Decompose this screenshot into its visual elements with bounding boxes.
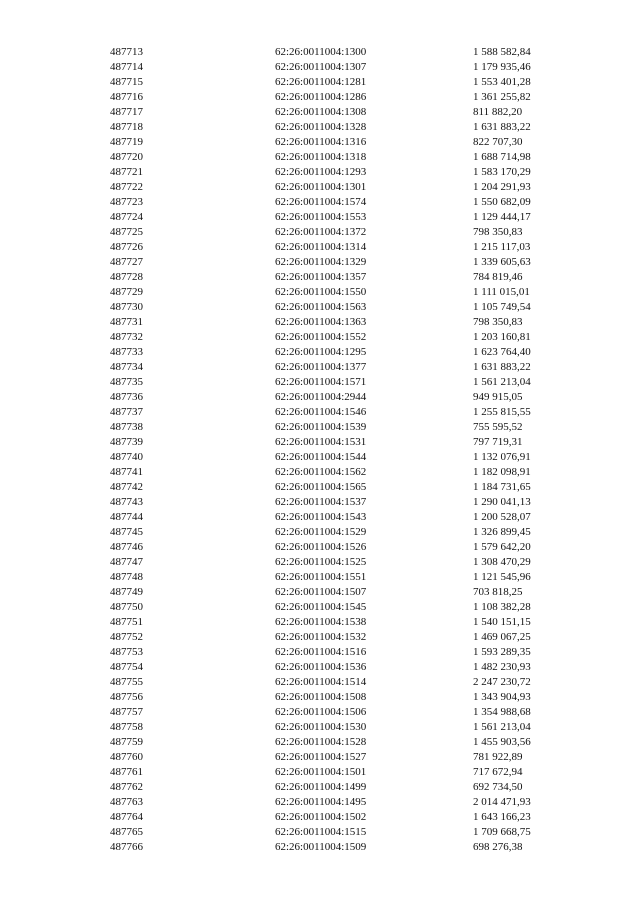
cadastral-value-cell: 1 200 528,07 — [473, 511, 531, 523]
record-number-cell: 487723 — [110, 196, 143, 208]
cadastral-number-cell: 62:26:0011004:1502 — [275, 811, 367, 823]
cadastral-value-cell: 1 361 255,82 — [473, 91, 531, 103]
table-row — [110, 150, 580, 165]
table-row — [110, 720, 580, 735]
cadastral-value-cell: 822 707,30 — [473, 136, 523, 148]
cadastral-value-cell: 1 631 883,22 — [473, 121, 531, 133]
table-row — [110, 450, 580, 465]
record-number-cell: 487740 — [110, 451, 143, 463]
cadastral-number-cell: 62:26:0011004:1514 — [275, 676, 367, 688]
record-number-cell: 487738 — [110, 421, 143, 433]
cadastral-value-cell: 1 579 642,20 — [473, 541, 531, 553]
record-number-cell: 487718 — [110, 121, 143, 133]
cadastral-value-cell: 1 339 605,63 — [473, 256, 531, 268]
record-number-cell: 487726 — [110, 241, 143, 253]
cadastral-value-cell: 1 203 160,81 — [473, 331, 531, 343]
cadastral-value-cell: 784 819,46 — [473, 271, 523, 283]
table-row — [110, 615, 580, 630]
record-number-cell: 487729 — [110, 286, 143, 298]
cadastral-number-cell: 62:26:0011004:1507 — [275, 586, 367, 598]
record-number-cell: 487762 — [110, 781, 143, 793]
record-number-cell: 487756 — [110, 691, 143, 703]
table-row — [110, 750, 580, 765]
cadastral-number-cell: 62:26:0011004:1571 — [275, 376, 367, 388]
record-number-cell: 487753 — [110, 646, 143, 658]
cadastral-value-cell: 1 105 749,54 — [473, 301, 531, 313]
cadastral-number-cell: 62:26:0011004:1508 — [275, 691, 367, 703]
cadastral-number-cell: 62:26:0011004:1515 — [275, 826, 367, 838]
cadastral-value-cell: 1 709 668,75 — [473, 826, 531, 838]
table-row — [110, 135, 580, 150]
table-row — [110, 405, 580, 420]
record-number-cell: 487731 — [110, 316, 143, 328]
record-number-cell: 487713 — [110, 46, 143, 58]
cadastral-number-cell: 62:26:0011004:1495 — [275, 796, 367, 808]
cadastral-value-cell: 1 204 291,93 — [473, 181, 531, 193]
table-row — [110, 510, 580, 525]
cadastral-number-cell: 62:26:0011004:1377 — [275, 361, 367, 373]
cadastral-value-cell: 2 247 230,72 — [473, 676, 531, 688]
table-row — [110, 390, 580, 405]
table-row — [110, 645, 580, 660]
table-row — [110, 795, 580, 810]
table-row — [110, 540, 580, 555]
record-number-cell: 487765 — [110, 826, 143, 838]
record-number-cell: 487717 — [110, 106, 143, 118]
cadastral-number-cell: 62:26:0011004:1357 — [275, 271, 367, 283]
cadastral-number-cell: 62:26:0011004:1499 — [275, 781, 367, 793]
record-number-cell: 487732 — [110, 331, 143, 343]
table-row — [110, 525, 580, 540]
table-row — [110, 165, 580, 180]
cadastral-value-cell: 1 255 815,55 — [473, 406, 531, 418]
cadastral-value-cell: 1 550 682,09 — [473, 196, 531, 208]
table-row — [110, 345, 580, 360]
record-number-cell: 487747 — [110, 556, 143, 568]
record-number-cell: 487730 — [110, 301, 143, 313]
cadastral-value-cell: 1 132 076,91 — [473, 451, 531, 463]
table-row — [110, 255, 580, 270]
cadastral-value-cell: 1 623 764,40 — [473, 346, 531, 358]
table-row — [110, 630, 580, 645]
cadastral-number-cell: 62:26:0011004:1526 — [275, 541, 367, 553]
cadastral-value-cell: 1 482 230,93 — [473, 661, 531, 673]
cadastral-number-cell: 62:26:0011004:1293 — [275, 166, 367, 178]
cadastral-value-cell: 698 276,38 — [473, 841, 523, 853]
cadastral-value-cell: 1 121 545,96 — [473, 571, 531, 583]
cadastral-number-cell: 62:26:0011004:1372 — [275, 226, 367, 238]
cadastral-number-cell: 62:26:0011004:1286 — [275, 91, 367, 103]
cadastral-value-cell: 1 290 041,13 — [473, 496, 531, 508]
record-number-cell: 487736 — [110, 391, 143, 403]
cadastral-value-cell: 798 350,83 — [473, 316, 523, 328]
cadastral-number-cell: 62:26:0011004:1308 — [275, 106, 367, 118]
cadastral-value-cell: 1 593 289,35 — [473, 646, 531, 658]
cadastral-number-cell: 62:26:0011004:1550 — [275, 286, 367, 298]
record-number-cell: 487748 — [110, 571, 143, 583]
cadastral-number-cell: 62:26:0011004:1509 — [275, 841, 367, 853]
record-number-cell: 487724 — [110, 211, 143, 223]
table-row — [110, 825, 580, 840]
record-number-cell: 487754 — [110, 661, 143, 673]
table-row — [110, 480, 580, 495]
cadastral-value-cell: 755 595,52 — [473, 421, 523, 433]
record-number-cell: 487727 — [110, 256, 143, 268]
cadastral-value-cell: 1 215 117,03 — [473, 241, 531, 253]
cadastral-value-cell: 1 343 904,93 — [473, 691, 531, 703]
cadastral-number-cell: 62:26:0011004:1539 — [275, 421, 367, 433]
table-row — [110, 765, 580, 780]
cadastral-value-cell: 1 179 935,46 — [473, 61, 531, 73]
table-row — [110, 690, 580, 705]
cadastral-number-cell: 62:26:0011004:1574 — [275, 196, 367, 208]
table-row — [110, 660, 580, 675]
record-number-cell: 487734 — [110, 361, 143, 373]
record-number-cell: 487739 — [110, 436, 143, 448]
record-number-cell: 487758 — [110, 721, 143, 733]
record-number-cell: 487751 — [110, 616, 143, 628]
cadastral-value-cell: 1 561 213,04 — [473, 721, 531, 733]
table-row — [110, 330, 580, 345]
cadastral-number-cell: 62:26:0011004:1329 — [275, 256, 367, 268]
record-number-cell: 487764 — [110, 811, 143, 823]
cadastral-value-cell: 1 631 883,22 — [473, 361, 531, 373]
record-number-cell: 487761 — [110, 766, 143, 778]
table-row — [110, 60, 580, 75]
record-number-cell: 487745 — [110, 526, 143, 538]
cadastral-value-cell: 1 111 015,01 — [473, 286, 530, 298]
record-number-cell: 487744 — [110, 511, 143, 523]
data-table — [110, 45, 580, 855]
cadastral-value-cell: 1 688 714,98 — [473, 151, 531, 163]
cadastral-number-cell: 62:26:0011004:1563 — [275, 301, 367, 313]
cadastral-value-cell: 1 583 170,29 — [473, 166, 531, 178]
record-number-cell: 487755 — [110, 676, 143, 688]
table-row — [110, 195, 580, 210]
table-row — [110, 210, 580, 225]
table-row — [110, 270, 580, 285]
cadastral-number-cell: 62:26:0011004:1565 — [275, 481, 367, 493]
cadastral-value-cell: 1 184 731,65 — [473, 481, 531, 493]
table-row — [110, 240, 580, 255]
cadastral-number-cell: 62:26:0011004:1328 — [275, 121, 367, 133]
cadastral-number-cell: 62:26:0011004:1562 — [275, 466, 367, 478]
cadastral-number-cell: 62:26:0011004:1538 — [275, 616, 367, 628]
record-number-cell: 487759 — [110, 736, 143, 748]
table-row — [110, 840, 580, 855]
cadastral-number-cell: 62:26:0011004:1300 — [275, 46, 367, 58]
cadastral-number-cell: 62:26:0011004:1301 — [275, 181, 367, 193]
cadastral-number-cell: 62:26:0011004:1543 — [275, 511, 367, 523]
record-number-cell: 487746 — [110, 541, 143, 553]
cadastral-number-cell: 62:26:0011004:1552 — [275, 331, 367, 343]
cadastral-number-cell: 62:26:0011004:1295 — [275, 346, 367, 358]
record-number-cell: 487760 — [110, 751, 143, 763]
cadastral-number-cell: 62:26:0011004:1546 — [275, 406, 367, 418]
table-row — [110, 810, 580, 825]
record-number-cell: 487721 — [110, 166, 143, 178]
cadastral-number-cell: 62:26:0011004:1318 — [275, 151, 367, 163]
record-number-cell: 487766 — [110, 841, 143, 853]
table-row — [110, 105, 580, 120]
record-number-cell: 487742 — [110, 481, 143, 493]
cadastral-value-cell: 1 469 067,25 — [473, 631, 531, 643]
table-row — [110, 120, 580, 135]
cadastral-value-cell: 1 182 098,91 — [473, 466, 531, 478]
cadastral-value-cell: 811 882,20 — [473, 106, 523, 118]
record-number-cell: 487752 — [110, 631, 143, 643]
table-row — [110, 555, 580, 570]
table-row — [110, 90, 580, 105]
table-row — [110, 285, 580, 300]
table-row — [110, 360, 580, 375]
cadastral-number-cell: 62:26:0011004:1527 — [275, 751, 367, 763]
record-number-cell: 487757 — [110, 706, 143, 718]
cadastral-number-cell: 62:26:0011004:1536 — [275, 661, 367, 673]
cadastral-value-cell: 692 734,50 — [473, 781, 523, 793]
table-row — [110, 465, 580, 480]
record-number-cell: 487716 — [110, 91, 143, 103]
cadastral-number-cell: 62:26:0011004:1314 — [275, 241, 367, 253]
cadastral-number-cell: 62:26:0011004:1307 — [275, 61, 367, 73]
table-row — [110, 600, 580, 615]
cadastral-number-cell: 62:26:0011004:1516 — [275, 646, 367, 658]
cadastral-value-cell: 1 540 151,15 — [473, 616, 531, 628]
cadastral-value-cell: 703 818,25 — [473, 586, 523, 598]
cadastral-number-cell: 62:26:0011004:1529 — [275, 526, 367, 538]
table-row — [110, 45, 580, 60]
table-row — [110, 420, 580, 435]
cadastral-number-cell: 62:26:0011004:2944 — [275, 391, 367, 403]
table-row — [110, 495, 580, 510]
table-row — [110, 435, 580, 450]
table-row — [110, 735, 580, 750]
cadastral-value-cell: 1 108 382,28 — [473, 601, 531, 613]
table-row — [110, 315, 580, 330]
cadastral-number-cell: 62:26:0011004:1501 — [275, 766, 367, 778]
record-number-cell: 487714 — [110, 61, 143, 73]
cadastral-number-cell: 62:26:0011004:1545 — [275, 601, 367, 613]
cadastral-value-cell: 1 553 401,28 — [473, 76, 531, 88]
record-number-cell: 487735 — [110, 376, 143, 388]
record-number-cell: 487743 — [110, 496, 143, 508]
cadastral-value-cell: 949 915,05 — [473, 391, 523, 403]
cadastral-value-cell: 1 588 582,84 — [473, 46, 531, 58]
table-row — [110, 300, 580, 315]
cadastral-value-cell: 1 561 213,04 — [473, 376, 531, 388]
cadastral-number-cell: 62:26:0011004:1316 — [275, 136, 367, 148]
table-row — [110, 375, 580, 390]
table-row — [110, 570, 580, 585]
cadastral-value-cell: 1 326 899,45 — [473, 526, 531, 538]
cadastral-number-cell: 62:26:0011004:1531 — [275, 436, 367, 448]
table-row — [110, 705, 580, 720]
cadastral-number-cell: 62:26:0011004:1544 — [275, 451, 367, 463]
cadastral-number-cell: 62:26:0011004:1532 — [275, 631, 367, 643]
record-number-cell: 487715 — [110, 76, 143, 88]
cadastral-number-cell: 62:26:0011004:1537 — [275, 496, 367, 508]
record-number-cell: 487719 — [110, 136, 143, 148]
cadastral-value-cell: 798 350,83 — [473, 226, 523, 238]
cadastral-value-cell: 781 922,89 — [473, 751, 523, 763]
table-row — [110, 75, 580, 90]
cadastral-value-cell: 2 014 471,93 — [473, 796, 531, 808]
cadastral-value-cell: 1 643 166,23 — [473, 811, 531, 823]
table-row — [110, 180, 580, 195]
cadastral-number-cell: 62:26:0011004:1530 — [275, 721, 367, 733]
record-number-cell: 487722 — [110, 181, 143, 193]
cadastral-value-cell: 1 354 988,68 — [473, 706, 531, 718]
table-row — [110, 675, 580, 690]
record-number-cell: 487763 — [110, 796, 143, 808]
cadastral-value-cell: 797 719,31 — [473, 436, 523, 448]
table-row — [110, 225, 580, 240]
record-number-cell: 487749 — [110, 586, 143, 598]
record-number-cell: 487750 — [110, 601, 143, 613]
cadastral-value-cell: 1 455 903,56 — [473, 736, 531, 748]
record-number-cell: 487728 — [110, 271, 143, 283]
cadastral-value-cell: 717 672,94 — [473, 766, 523, 778]
record-number-cell: 487733 — [110, 346, 143, 358]
cadastral-value-cell: 1 129 444,17 — [473, 211, 531, 223]
table-row — [110, 585, 580, 600]
cadastral-value-cell: 1 308 470,29 — [473, 556, 531, 568]
cadastral-number-cell: 62:26:0011004:1363 — [275, 316, 367, 328]
cadastral-number-cell: 62:26:0011004:1551 — [275, 571, 367, 583]
record-number-cell: 487737 — [110, 406, 143, 418]
cadastral-number-cell: 62:26:0011004:1528 — [275, 736, 367, 748]
record-number-cell: 487720 — [110, 151, 143, 163]
cadastral-number-cell: 62:26:0011004:1281 — [275, 76, 367, 88]
cadastral-number-cell: 62:26:0011004:1506 — [275, 706, 367, 718]
cadastral-number-cell: 62:26:0011004:1525 — [275, 556, 367, 568]
table-row — [110, 780, 580, 795]
record-number-cell: 487741 — [110, 466, 143, 478]
record-number-cell: 487725 — [110, 226, 143, 238]
cadastral-number-cell: 62:26:0011004:1553 — [275, 211, 367, 223]
